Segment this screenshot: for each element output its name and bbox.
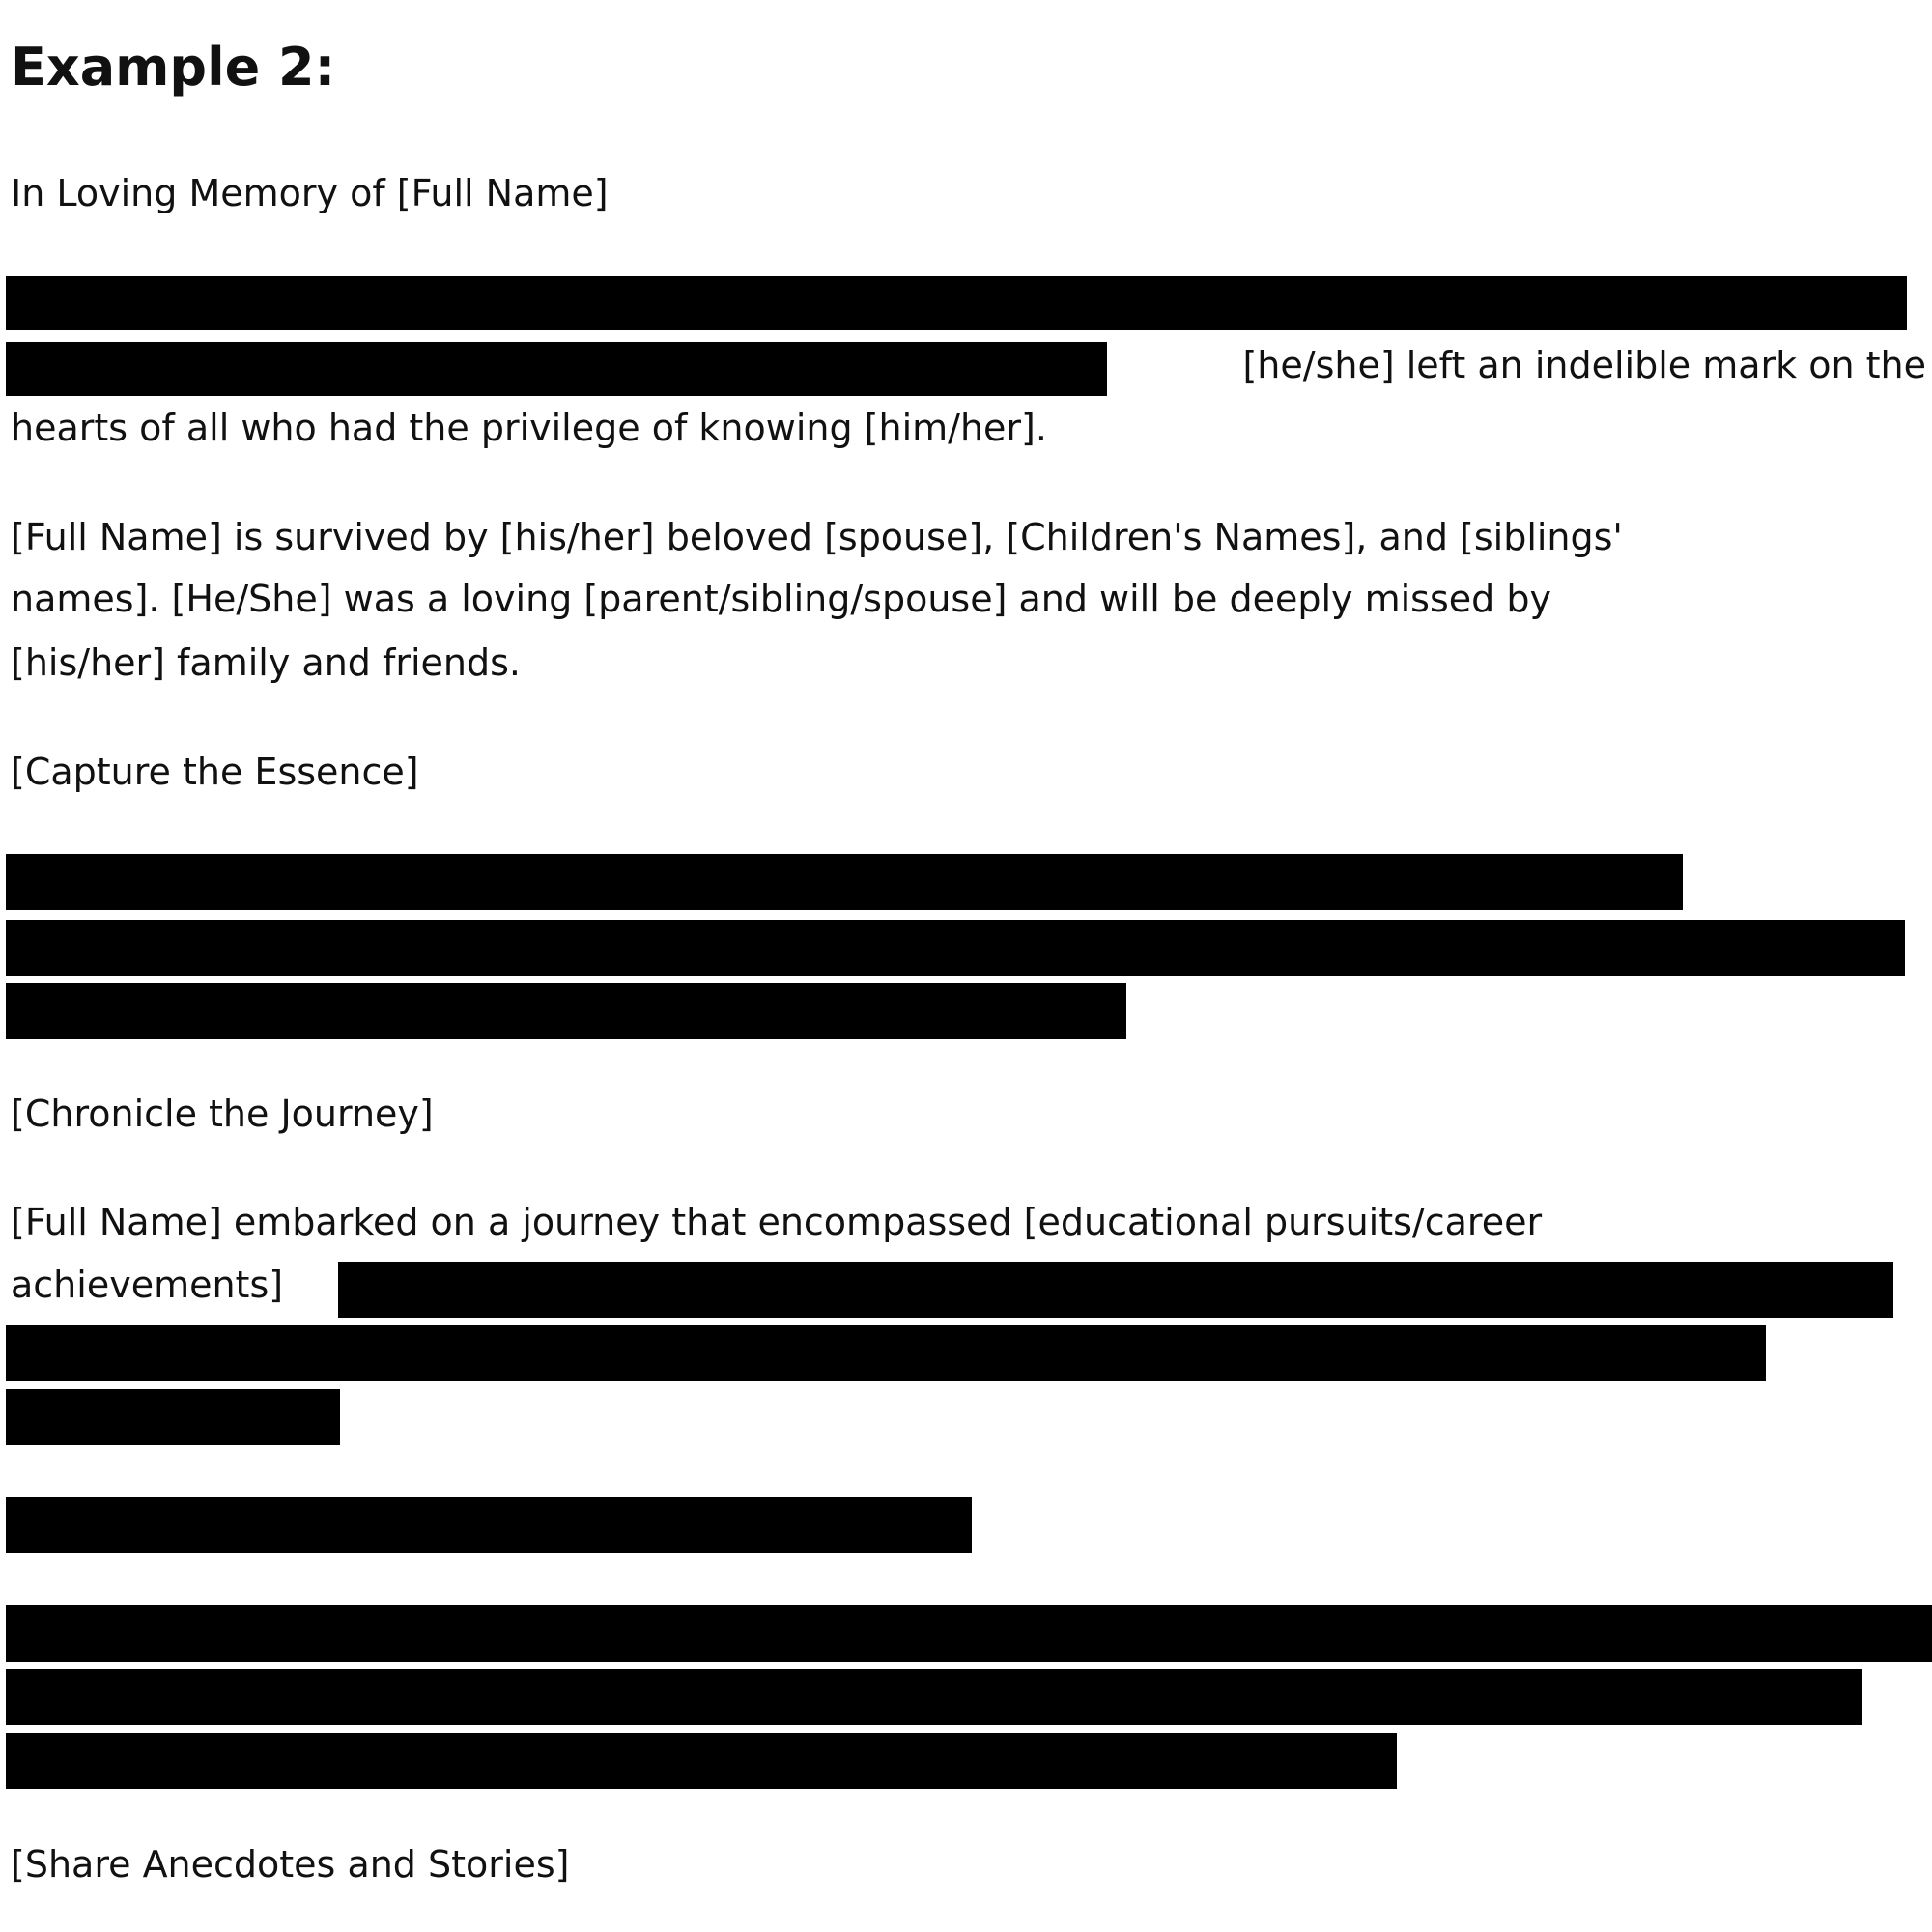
redaction-bar (6, 1497, 972, 1553)
redaction-bar (6, 1325, 1766, 1381)
redaction-bar (6, 1389, 340, 1445)
journey-line-1: [Full Name] embarked on a journey that encompassed [educational pursuits/career (11, 1201, 1543, 1243)
redaction-bar (6, 1733, 1397, 1789)
redaction-bar (6, 920, 1905, 976)
document-heading: Example 2: (11, 37, 336, 98)
memorial-line: In Loving Memory of [Full Name] (11, 172, 609, 214)
survivors-line-3: [his/her] family and friends. (11, 641, 522, 684)
redaction-bar (6, 276, 1907, 330)
section-heading-anecdotes: [Share Anecdotes and Stories] (11, 1843, 570, 1886)
intro-line-2: hearts of all who had the privilege of knowing [him/her]. (11, 407, 1047, 449)
redaction-bar (6, 983, 1126, 1039)
redaction-bar (338, 1262, 1893, 1318)
survivors-line-1: [Full Name] is survived by [his/her] beloved [spouse], [Children's Names], and [siblings' (11, 516, 1623, 558)
redaction-bar (6, 854, 1683, 910)
intro-line-tail: [he/she] left an indelible mark on the (1242, 344, 1926, 386)
redaction-bar (6, 1605, 1932, 1662)
survivors-line-2: names]. [He/She] was a loving [parent/sibling/spouse] and will be deeply missed by (11, 578, 1551, 620)
journey-line-2-head: achievements] (11, 1264, 284, 1306)
redaction-bar (6, 342, 1107, 396)
redaction-bar (6, 1669, 1862, 1725)
section-heading-essence: [Capture the Essence] (11, 751, 419, 793)
section-heading-journey: [Chronicle the Journey] (11, 1093, 434, 1135)
